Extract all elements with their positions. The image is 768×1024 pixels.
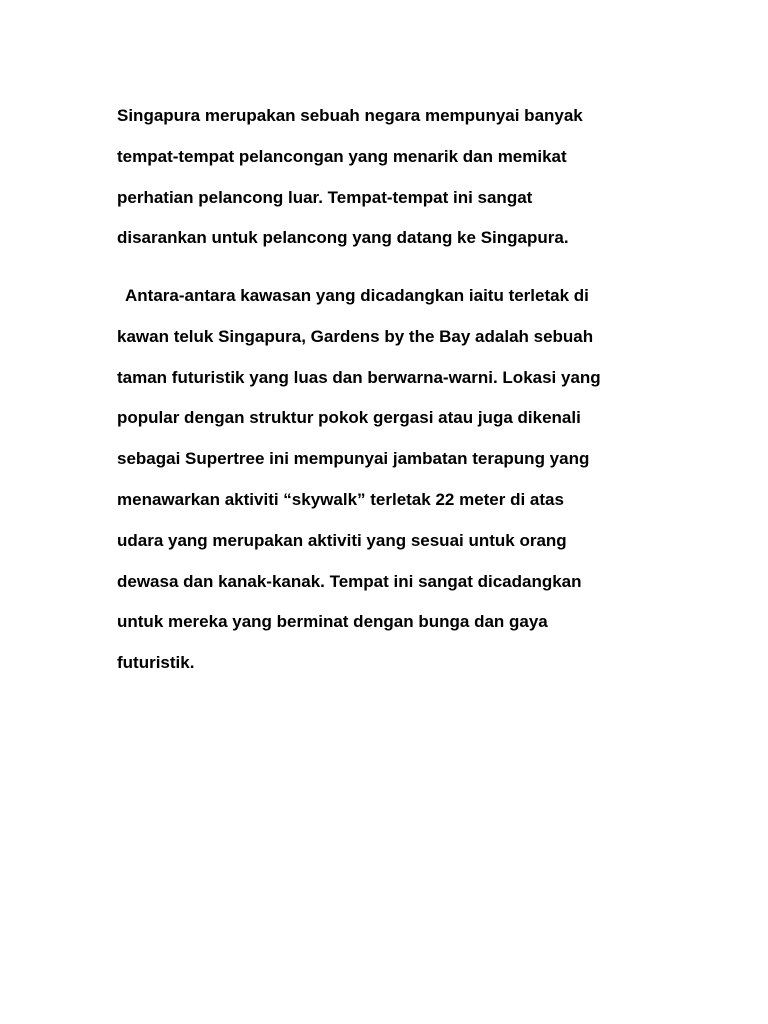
- paragraph-line: Singapura merupakan sebuah negara mempunyai banyak: [117, 106, 583, 125]
- paragraph-line: kawan teluk Singapura, Gardens by the Bay adalah sebuah: [117, 326, 594, 346]
- paragraph-line: tempat-tempat pelancongan yang menarik dan memikat: [117, 146, 567, 166]
- paragraph-gardens-by-the-bay: [117, 276, 677, 684]
- paragraph-line: dewasa dan kanak-kanak. Tempat ini sangat dicadangkan: [117, 571, 582, 591]
- paragraph-line: sebagai Supertree ini mempunyai jambatan terapung yang: [117, 449, 590, 469]
- paragraph-line: taman futuristik yang luas dan berwarna-warni. Lokasi yang: [117, 367, 601, 387]
- paragraph-line: menawarkan aktiviti “skywalk” terletak 22 meter di atas: [117, 489, 564, 509]
- paragraph-intro: [117, 96, 677, 259]
- paragraph-line: popular dengan struktur pokok gergasi atau juga dikenali: [117, 408, 581, 428]
- paragraph-line: untuk mereka yang berminat dengan bunga dan gaya: [117, 612, 548, 632]
- paragraph-line: udara yang merupakan aktiviti yang sesuai untuk orang: [117, 530, 567, 550]
- paragraph-line: Antara-antara kawasan yang dicadangkan iaitu terletak di: [125, 286, 589, 305]
- paragraph-line: perhatian pelancong luar. Tempat-tempat ini sangat: [117, 187, 533, 207]
- paragraph-line: futuristik.: [117, 653, 195, 673]
- paragraph-line: disarankan untuk pelancong yang datang ke Singapura.: [117, 228, 569, 248]
